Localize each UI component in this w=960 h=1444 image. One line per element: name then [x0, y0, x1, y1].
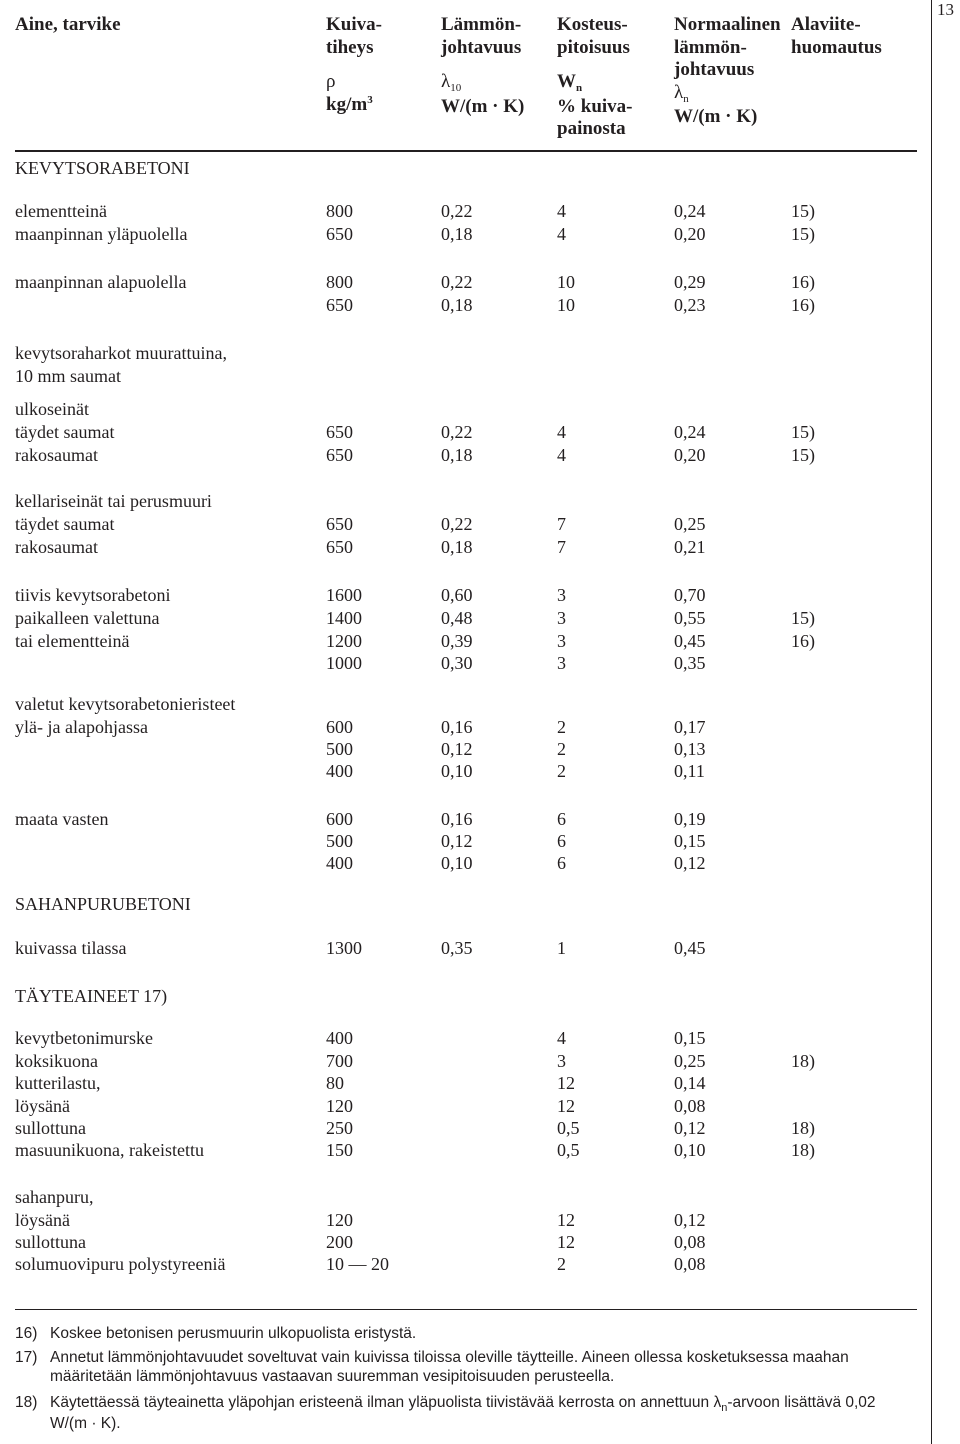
cell-conductivity: 0,60: [441, 585, 473, 605]
cell-conductivity: 0,16: [441, 717, 473, 737]
header-conductivity: [441, 14, 524, 118]
header-footnote-line1: Alaviite-: [791, 14, 861, 35]
footnote-17-number: 17): [15, 1349, 38, 1366]
cell-density: 1000: [326, 653, 362, 673]
cell-moisture: 4: [557, 445, 566, 465]
cell-material: kevytsoraharkot muurattuina,: [15, 343, 227, 363]
header-moisture-line1: Kosteus-: [557, 14, 628, 35]
header-density-line1: Kuiva-: [326, 14, 382, 35]
cell-normal-conductivity: 0,45: [674, 938, 706, 958]
cell-normal-conductivity: 0,08: [674, 1232, 706, 1252]
section-heading-sahanpurubetoni: SAHANPURUBETONI: [15, 894, 191, 914]
cell-moisture: 2: [557, 1254, 566, 1274]
cell-density: 1200: [326, 631, 362, 651]
header-conductivity-symbol: $\lambda_{10}$: [441, 71, 462, 94]
cell-density: 600: [326, 809, 353, 829]
header-conductivity-line1: Lämmön-: [441, 14, 522, 35]
table-row: [15, 852, 917, 874]
cell-material: sahanpuru,: [15, 1187, 94, 1207]
header-normal-conductivity: [674, 14, 781, 129]
cell-moisture: 10: [557, 272, 575, 292]
cell-moisture: 3: [557, 585, 566, 605]
table-row: [15, 1050, 917, 1072]
cell-normal-conductivity: 0,14: [674, 1073, 706, 1093]
table-row: [15, 1027, 917, 1049]
cell-density: 150: [326, 1140, 353, 1160]
cell-moisture: 12: [557, 1210, 575, 1230]
cell-normal-conductivity: 0,13: [674, 739, 706, 759]
table-row: [15, 1072, 917, 1094]
table-row: [15, 342, 917, 364]
cell-normal-conductivity: 0,20: [674, 224, 706, 244]
header-footnote: [791, 14, 882, 59]
table-row: [15, 738, 917, 760]
cell-density: 400: [326, 761, 353, 781]
header-conductivity-line2: johtavuus: [441, 36, 522, 58]
cell-footnote: 15): [791, 445, 815, 465]
cell-moisture: 12: [557, 1096, 575, 1116]
cell-normal-conductivity: 0,11: [674, 761, 705, 781]
footnote-16-number: 16): [15, 1325, 38, 1342]
cell-moisture: 1: [557, 938, 566, 958]
cell-normal-conductivity: 0,24: [674, 201, 706, 221]
cell-normal-conductivity: 0,08: [674, 1096, 706, 1116]
table-row: [15, 1231, 917, 1253]
cell-density: 650: [326, 514, 353, 534]
cell-material: 10 mm saumat: [15, 366, 121, 386]
cell-normal-conductivity: 0,15: [674, 831, 706, 851]
table-row: [15, 1139, 917, 1161]
table-row: [15, 365, 917, 387]
cell-moisture: 3: [557, 653, 566, 673]
cell-moisture: 12: [557, 1232, 575, 1252]
table-row: [15, 693, 917, 715]
cell-conductivity: 0,10: [441, 853, 473, 873]
header-normal-conductivity-line2: lämmön-: [674, 36, 747, 58]
cell-material: rakosaumat: [15, 537, 98, 557]
cell-normal-conductivity: 0,17: [674, 717, 706, 737]
cell-material: valetut kevytsorabetonieristeet: [15, 694, 236, 714]
header-normal-conductivity-line1: Normaalinen: [674, 14, 781, 35]
table-row: [15, 937, 917, 959]
cell-footnote: 16): [791, 295, 815, 315]
cell-conductivity: 0,12: [441, 739, 473, 759]
header-normal-conductivity-line3: johtavuus: [674, 59, 755, 80]
header-density: [326, 14, 382, 118]
page-number: 13: [937, 0, 954, 19]
cell-footnote: 15): [791, 608, 815, 628]
header-material: [15, 14, 121, 37]
cell-normal-conductivity: 0,21: [674, 537, 706, 557]
cell-density: 120: [326, 1210, 353, 1230]
cell-material: elementteinä: [15, 201, 107, 221]
table-row: [15, 490, 917, 512]
cell-conductivity: 0,39: [441, 631, 473, 651]
cell-material: kutterilastu,: [15, 1073, 101, 1093]
cell-material: tai elementteinä: [15, 631, 130, 651]
cell-material: masuunikuona, rakeistettu: [15, 1140, 204, 1160]
cell-moisture: 0,5: [557, 1140, 580, 1160]
cell-density: 700: [326, 1051, 353, 1071]
cell-moisture: 7: [557, 537, 566, 557]
cell-footnote: 18): [791, 1140, 815, 1160]
cell-material: kellariseinät tai perusmuuri: [15, 491, 212, 511]
table-header: [15, 14, 917, 152]
cell-density: 1300: [326, 938, 362, 958]
cell-moisture: 4: [557, 422, 566, 442]
cell-moisture: 6: [557, 831, 566, 851]
table-row: [15, 584, 917, 606]
table-row: [15, 607, 917, 629]
cell-normal-conductivity: 0,12: [674, 1118, 706, 1138]
cell-density: 1600: [326, 585, 362, 605]
cell-moisture: 4: [557, 201, 566, 221]
cell-material: koksikuona: [15, 1051, 98, 1071]
cell-material: maanpinnan yläpuolella: [15, 224, 188, 244]
section-heading-tayteaineet: TÄYTEAINEET 17): [15, 986, 168, 1006]
cell-normal-conductivity: 0,12: [674, 1210, 706, 1230]
cell-density: 800: [326, 272, 353, 292]
table-row: [15, 1186, 917, 1208]
cell-material: maata vasten: [15, 809, 109, 829]
cell-material: tiivis kevytsorabetoni: [15, 585, 171, 605]
cell-footnote: 16): [791, 272, 815, 292]
cell-density: 200: [326, 1232, 353, 1252]
footnote-rule: [15, 1309, 917, 1310]
cell-normal-conductivity: 0,24: [674, 422, 706, 442]
header-conductivity-unit: W/(m · K): [441, 95, 525, 117]
cell-normal-conductivity: 0,12: [674, 853, 706, 873]
header-moisture-unit2: painosta: [557, 118, 626, 139]
cell-density: 400: [326, 1028, 353, 1048]
cell-material: maanpinnan alapuolella: [15, 272, 187, 292]
cell-conductivity: 0,16: [441, 809, 473, 829]
cell-moisture: 10: [557, 295, 575, 315]
cell-footnote: 18): [791, 1118, 815, 1138]
cell-material: ulkoseinät: [15, 399, 89, 419]
cell-conductivity: 0,18: [441, 537, 473, 557]
cell-normal-conductivity: 0,20: [674, 445, 706, 465]
cell-normal-conductivity: 0,25: [674, 514, 706, 534]
cell-material: täydet saumat: [15, 422, 115, 442]
cell-density: 650: [326, 422, 353, 442]
page-margin-rule: [931, 0, 932, 1444]
table-row: [15, 421, 917, 443]
header-rule: [15, 150, 917, 152]
section-heading-kevytsorabetoni: KEVYTSORABETONI: [15, 158, 190, 178]
cell-material: löysänä: [15, 1210, 70, 1230]
footnote-16-text: Koskee betonisen perusmuurin ulkopuolista eristystä.: [50, 1325, 417, 1342]
cell-conductivity: 0,18: [441, 295, 473, 315]
table-row: [15, 830, 917, 852]
cell-footnote: 18): [791, 1051, 815, 1071]
header-density-symbol: ρ: [326, 71, 336, 92]
cell-moisture: 4: [557, 1028, 566, 1048]
cell-conductivity: 0,10: [441, 761, 473, 781]
cell-conductivity: 0,30: [441, 653, 473, 673]
cell-normal-conductivity: 0,29: [674, 272, 706, 292]
cell-density: 600: [326, 717, 353, 737]
footnote-18-text: Käytettäessä täyteainetta yläpohjan eristeenä ilman yläpuolista tiivistävää kerrosta on annettuun $\lambda_n$-arvoon lisättävä 0,02 W/(m · K).: [50, 1394, 876, 1432]
cell-moisture: 2: [557, 717, 566, 737]
table-row: [15, 444, 917, 466]
cell-material: ylä- ja alapohjassa: [15, 717, 148, 737]
cell-conductivity: 0,22: [441, 201, 473, 221]
cell-material: paikalleen valettuna: [15, 608, 160, 628]
cell-material: solumuovipuru polystyreeniä: [15, 1254, 226, 1274]
cell-normal-conductivity: 0,19: [674, 809, 706, 829]
cell-density: 650: [326, 537, 353, 557]
cell-conductivity: 0,35: [441, 938, 473, 958]
table-row: [15, 652, 917, 674]
cell-moisture: 7: [557, 514, 566, 534]
cell-conductivity: 0,12: [441, 831, 473, 851]
cell-density: 120: [326, 1096, 353, 1116]
cell-conductivity: 0,22: [441, 514, 473, 534]
cell-footnote: 16): [791, 631, 815, 651]
cell-density: 10 — 20: [326, 1254, 389, 1274]
header-moisture-symbol: $W_n$: [557, 71, 583, 94]
table-row: [15, 1253, 917, 1275]
cell-moisture: 12: [557, 1073, 575, 1093]
cell-material: löysänä: [15, 1096, 70, 1116]
cell-normal-conductivity: 0,55: [674, 608, 706, 628]
cell-footnote: 15): [791, 224, 815, 244]
cell-moisture: 2: [557, 761, 566, 781]
table-row: [15, 630, 917, 652]
header-normal-conductivity-symbol: $\lambda_n$: [674, 81, 689, 105]
table-row: [15, 271, 917, 293]
cell-density: 1400: [326, 608, 362, 628]
cell-conductivity: 0,18: [441, 224, 473, 244]
header-moisture-line2: pitoisuus: [557, 36, 630, 58]
cell-conductivity: 0,22: [441, 272, 473, 292]
cell-material: kevytbetonimurske: [15, 1028, 153, 1048]
table-row: [15, 294, 917, 316]
table-row: [15, 808, 917, 830]
cell-moisture: 4: [557, 224, 566, 244]
cell-conductivity: 0,22: [441, 422, 473, 442]
cell-footnote: 15): [791, 201, 815, 221]
cell-footnote: 15): [791, 422, 815, 442]
cell-moisture: 0,5: [557, 1118, 580, 1138]
cell-conductivity: 0,18: [441, 445, 473, 465]
table-row: [15, 1117, 917, 1139]
cell-density: 650: [326, 445, 353, 465]
cell-normal-conductivity: 0,10: [674, 1140, 706, 1160]
header-density-line2: tiheys: [326, 36, 374, 58]
table-row: [15, 223, 917, 245]
header-density-unit: $kg/m^3$: [326, 93, 373, 115]
cell-density: 650: [326, 224, 353, 244]
table-row: [15, 716, 917, 738]
cell-moisture: 6: [557, 853, 566, 873]
cell-material: rakosaumat: [15, 445, 98, 465]
header-material-label: Aine, tarvike: [15, 14, 121, 35]
cell-material: sullottuna: [15, 1232, 86, 1252]
cell-density: 800: [326, 201, 353, 221]
cell-moisture: 2: [557, 739, 566, 759]
cell-normal-conductivity: 0,15: [674, 1028, 706, 1048]
cell-normal-conductivity: 0,08: [674, 1254, 706, 1274]
cell-normal-conductivity: 0,70: [674, 585, 706, 605]
table-row: [15, 513, 917, 535]
cell-density: 80: [326, 1073, 344, 1093]
cell-moisture: 3: [557, 1051, 566, 1071]
cell-normal-conductivity: 0,35: [674, 653, 706, 673]
header-moisture-unit1: % kuiva-: [557, 95, 633, 117]
header-normal-conductivity-unit: W/(m · K): [674, 106, 758, 127]
table-row: [15, 536, 917, 558]
cell-density: 650: [326, 295, 353, 315]
cell-conductivity: 0,48: [441, 608, 473, 628]
cell-material: sullottuna: [15, 1118, 86, 1138]
footnote-17-text: Annetut lämmönjohtavuudet soveltuvat vain kuivissa tiloissa oleville täytteille. Aineen ollessa kosketuksessa maahan määritetään lämmönjohtavuus vastaavan suuremman vesipitoisuuden perusteella.: [50, 1349, 849, 1385]
cell-moisture: 6: [557, 809, 566, 829]
table-row: [15, 398, 917, 420]
cell-density: 250: [326, 1118, 353, 1138]
cell-density: 400: [326, 853, 353, 873]
table-row: [15, 200, 917, 222]
cell-moisture: 3: [557, 608, 566, 628]
header-moisture: [557, 14, 633, 141]
cell-density: 500: [326, 739, 353, 759]
table-row: [15, 1095, 917, 1117]
cell-normal-conductivity: 0,23: [674, 295, 706, 315]
cell-normal-conductivity: 0,25: [674, 1051, 706, 1071]
cell-material: kuivassa tilassa: [15, 938, 127, 958]
header-footnote-line2: huomautus: [791, 36, 882, 58]
table-row: [15, 760, 917, 782]
footnote-18-number: 18): [15, 1394, 38, 1411]
table-row: [15, 1209, 917, 1231]
cell-moisture: 3: [557, 631, 566, 651]
cell-material: täydet saumat: [15, 514, 115, 534]
cell-density: 500: [326, 831, 353, 851]
cell-normal-conductivity: 0,45: [674, 631, 706, 651]
